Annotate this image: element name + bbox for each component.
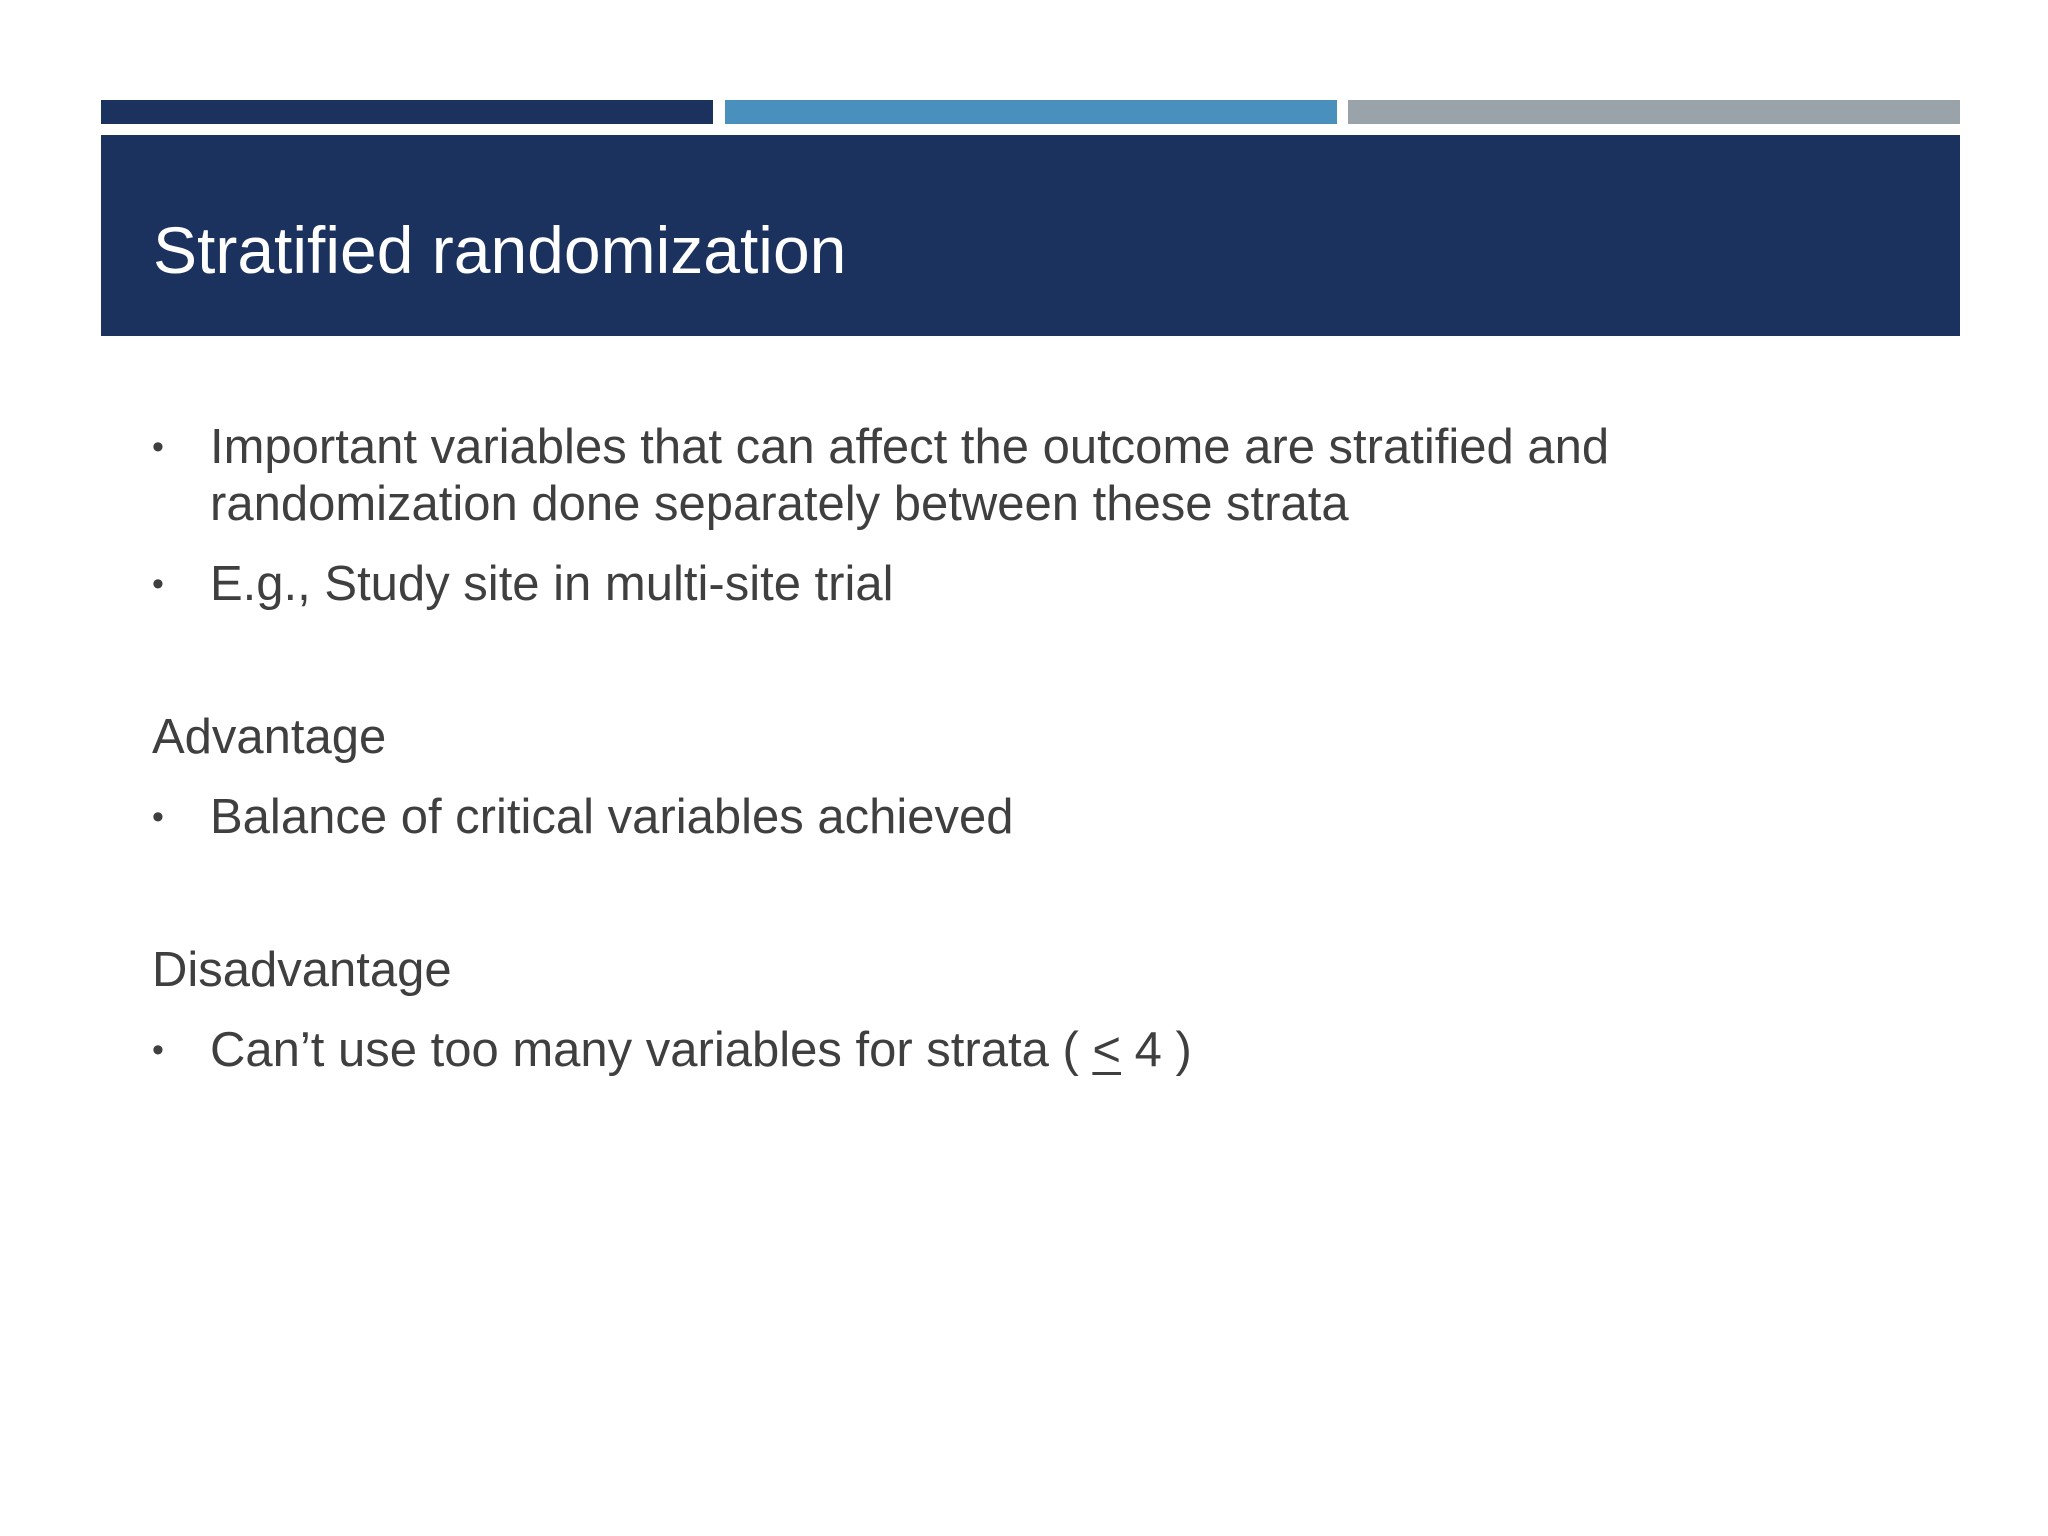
disadvantage-bullet-list (152, 1022, 1912, 1079)
advantage-heading: Advantage (152, 710, 387, 764)
bullet-item-advantage (152, 789, 1912, 846)
slide-content (152, 419, 1912, 1079)
accent-bar-gray (1348, 100, 1960, 124)
bullet-dot-icon: • (152, 565, 164, 603)
accent-bar-blue (725, 100, 1337, 124)
bullet-item-stratification (152, 419, 1912, 533)
accent-bar-navy (101, 100, 713, 124)
bullet-text: Important variables that can affect the outcome are stratified and randomization done separately between these strata (210, 420, 1610, 531)
bullet-dot-icon: • (152, 798, 164, 836)
advantage-bullet-list (152, 789, 1912, 846)
bullet-item-example (152, 556, 1912, 613)
disadvantage-heading: Disadvantage (152, 943, 452, 997)
bullet-text: Balance of critical variables achieved (210, 790, 1014, 844)
bullet-dot-icon: • (152, 428, 164, 466)
bullet-text-suffix: 4 ) (1121, 1023, 1192, 1077)
bullet-dot-icon: • (152, 1031, 164, 1069)
bullet-text-prefix: Can’t use too many variables for strata ( (210, 1023, 1093, 1077)
bullet-text: E.g., Study site in multi-site trial (210, 557, 894, 611)
less-than-or-equal-symbol: < (1092, 1023, 1122, 1077)
bullet-item-disadvantage (152, 1022, 1912, 1079)
slide-title: Stratified randomization (153, 213, 847, 287)
intro-bullet-list (152, 419, 1912, 613)
title-banner (101, 135, 1960, 336)
